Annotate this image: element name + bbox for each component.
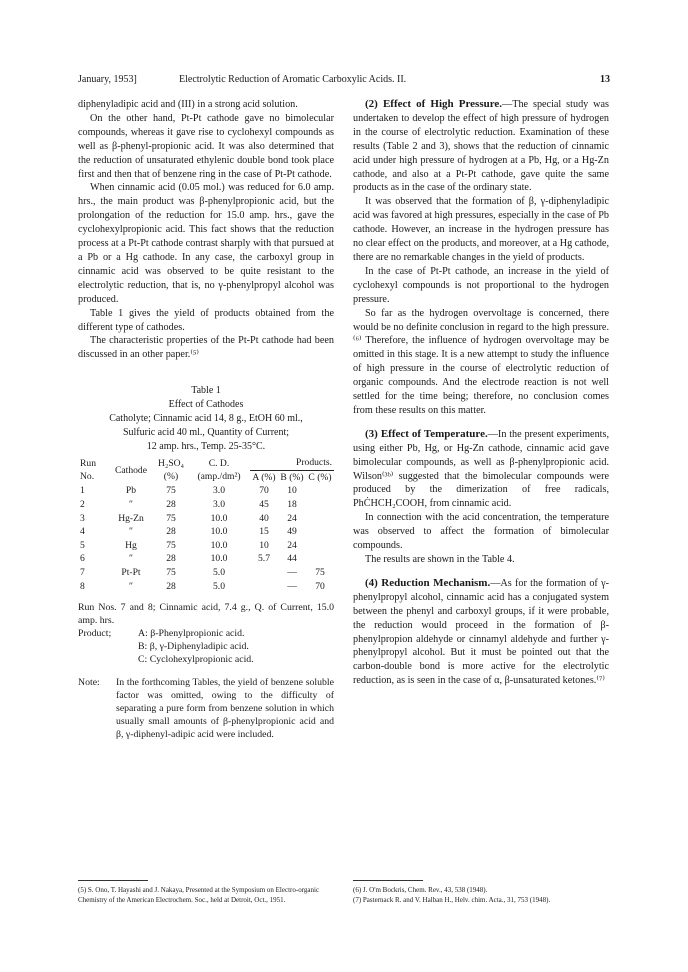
table-cell: ″ [129,580,133,592]
table-cell: 5.0 [213,580,225,592]
table-cell: 24 [287,539,297,551]
table-conditions: 12 amp. hrs., Temp. 25-35°C. [146,441,266,453]
table-cell: 5 [80,539,85,551]
table-cell: ″ [129,499,133,510]
table-cell: 3.0 [213,499,225,510]
table-cell [250,580,278,594]
table-subtitle: Effect of Cathodes [168,399,244,411]
table-cell: 45 [259,499,269,510]
table-cell: ″ [129,526,133,538]
paragraph: So far as the hydrogen overvoltage is concerned, there would be no definite conclusion in regard to the high pressure.⁽⁶⁾ Therefore, the influence of hydrogen overvoltage may be omitted in this stage. It is a new attempt to study the influence of high pressure in the course of electrolytic reduction of organic compounds. And the electrode reaction is not well settled for the time being; therefore, no conclusion comes from these results on this matter. [353,307,609,416]
table-cell: 5.0 [213,566,225,578]
table-row [78,498,334,512]
table-cell: 18 [287,499,297,510]
table-cell: 75 [166,485,176,497]
col-header-a: A (%) [250,470,278,484]
table-cell: 10.0 [210,512,228,524]
header-date: January, 1953] [78,74,137,85]
table-cell: 28 [166,526,176,538]
paragraph: —As for the formation of γ-phenylpropyl alcohol, cinnamic acid has a conjugated system between the phenyl and carboxyl groups, if it were probable, the reduction would proceed in the formation of β-phenylpropion aldehyde or cinnamyl aldehyde and further γ-phenylpropyl alcohol. But it must be pointed out that the carbon-double bond is more active for the electrolytic reduction, as is seen in the case of α, β-unsaturated ketones.⁽⁷⁾ [353,577,610,687]
col-header-cd: C. D. (amp./dm²) [197,457,241,483]
table-cell [306,484,334,498]
table-cell: 10.0 [210,526,228,538]
table-cell: 75 [166,539,176,551]
note-label: Note: [78,677,100,689]
header-title: Electrolytic Reduction of Aromatic Carboxylic Acids. II. [179,74,407,85]
table-cell: 2 [80,499,85,510]
table-row [78,525,334,539]
table-cell [306,512,334,526]
table-title: Table 1 [191,385,221,397]
page-number: 13 [600,74,610,85]
table-cell: Pb [125,485,137,497]
table-cell: 75 [315,566,325,578]
table-cell: 10 [287,485,297,497]
table-cell: Hg-Zn [118,512,144,524]
footnote-7: (7) Pasternack R. and V. Halban H., Helv. chim. Acta., 31, 753 (1948). [353,896,551,904]
footnote-rule [78,880,148,881]
table-cell: 5.7 [258,553,270,565]
section-heading: (4) Reduction Mechanism. [365,576,491,589]
table-cell: Pt-Pt [121,566,141,578]
paragraph: The characteristic properties of the Pt-Pt cathode had been discussed in an other paper.⁽⁵⁾ [78,335,334,361]
table-row [78,539,334,553]
table-cell: 3 [80,512,85,524]
run-note: Run Nos. 7 and 8; Cinnamic acid, 7.4 g., Q. of Current, 15.0 amp. hrs. [78,602,334,627]
table-body [78,484,334,593]
paragraph: On the other hand, Pt-Pt cathode gave no bimolecular compounds, whereas it gave rise to cyclohexyl compounds as well as β-phenyl-propionic acid. It was also determined that the reduction of unsaturated ethylenic double bond took place first and then that of benzene ring in the case of Pt-Pt cathode. [78,112,334,180]
paragraph: The results are shown in the Table 4. [365,554,515,565]
table-cell: 6 [80,553,85,565]
col-header-run: Run No. [80,457,96,483]
paragraph: It was observed that the formation of β, γ-diphenyladipic acid was favored at high pressures, especially in the case of Pb cathode. However, an increase in the hydrogen pressure has no clear effect on the products, and moreover, at a Hg cathode, there are no remarkable changes in the yield of products. [353,196,609,263]
product-c: C: Cyclohexylpropionic acid. [138,654,254,666]
col-header-h2so4: H₂SO₄ (%) [158,457,184,483]
table-cell: 7 [80,566,85,578]
table-cell: 40 [259,512,269,524]
table-cell: 75 [166,566,176,578]
table-cell: Hg [125,539,137,551]
table-cell: — [287,580,297,592]
product-label: Product; [78,628,112,640]
footnote-6: (6) J. O'm Bockris, Chem. Rev., 43, 538 (1948). [353,886,488,894]
section-heading: (2) Effect of High Pressure. [365,98,503,110]
paragraph: When cinnamic acid (0.05 mol.) was reduced for 6.0 amp. hrs., the main product was β-phenylpropionic acid, but the prolongation of the reduction for 15.0 amp. hrs., gave the cyclohexylpropionic acid. This fact shows that the reduction process at a Pt-Pt cathode contrast sharply with that pursued at a Pb or a Hg cathode. In any case, the carboxyl group in cinnamic acid was observed to be quite resistant to the electrolytic reduction, that is, no γ-phenylpropyl alcohol was produced. [78,182,334,305]
table-cell: ″ [129,553,133,565]
paragraph: In connection with the acid concentration, the temperature was observed to affect the formation of bimolecular compounds. [353,512,609,552]
table-cell: 70 [315,580,325,592]
right-column [353,98,609,688]
table-cell: 75 [166,512,176,524]
running-header [78,74,610,90]
footnote-rule [353,880,423,881]
table-cell: 44 [287,553,297,565]
results-table [78,456,334,593]
table-row [78,552,334,566]
table-cell [306,552,334,566]
paragraph: —The special study was undertaken to develop the effect of high pressure of hydrogen in the course of electrolytic reduction. Examination of these results (Table 2 and 3), shows that the reduction of cinnamic acid under high pressure of hydrogen at a Pb, Hg, or a Hg-Zn cathode, and also at a Pt-Pt cathode, gave quite the same products as in the case of the ordinary state. [353,99,610,194]
table-notes [78,601,334,741]
table-note [78,676,334,741]
table-cell [306,539,334,553]
col-header-products: Products. [296,457,332,469]
table-row [78,580,334,594]
table-conditions: Catholyte; Cinnamic acid 14, 8 g., EtOH 60 ml., [109,413,303,425]
table-cell [306,525,334,539]
table-cell: 8 [80,580,85,592]
table-caption [78,384,334,454]
table-cell: 10.0 [210,539,228,551]
table-row [78,566,334,580]
table-cell: 24 [287,512,297,524]
table-cell: 10.0 [210,553,228,565]
table-cell: 15 [259,526,269,538]
table-cell: 70 [259,485,269,497]
footnote-5: (5) S. Ono, T. Hayashi and J. Nakaya, Presented at the Symposium on Electro-organic Chemistry of the American Electrochem. Soc., held at Detroit, Oct., 1951. [78,886,320,904]
table-row [78,484,334,498]
col-header-b: B (%) [278,470,306,484]
product-legend [78,627,334,666]
table-cell: 28 [166,580,176,592]
table-cell: 4 [80,526,85,538]
table-cell: 1 [80,485,85,497]
paragraph: diphenyladipic acid and (III) in a strong acid solution. [78,99,298,110]
left-column [78,98,334,741]
note-text: In the forthcoming Tables, the yield of benzene soluble factor was omitted, owing to the difficulty of separating a pure form from benzene solution in which usually small amounts of β-phenylpropionic acid and β, γ-diphenyl-adipic acid were included. [116,677,334,741]
table-row [78,512,334,526]
table-cell: 28 [166,499,176,510]
product-a: A: β-Phenylpropionic acid. [138,628,245,640]
table-cell: 10 [259,539,269,551]
table-cell: — [287,566,297,578]
table-conditions: Sulfuric acid 40 ml., Quantity of Current; [122,427,290,439]
paragraph: In the case of Pt-Pt cathode, an increase in the yield of cyclohexyl compounds is not proportional to the hydrogen pressure. [353,265,609,305]
paragraph: —In the present experiments, using either Pb, Hg, or Hg-Zn cathode, cinnamic acid gave bimolecular compounds, as well as β-phenylpropionic acid. Wilson⁽³ᵇ⁾ suggested that the bimolecular compounds were produced by the dimerization of free radicals, PhĊHCH₂COOH, from cinnamic acid. [353,428,609,510]
product-b: B: β, γ-Diphenyladipic acid. [138,641,249,653]
table-cell: 3.0 [213,485,225,497]
table-cell [250,566,278,580]
section-heading: (3) Effect of Temperature. [365,427,488,440]
table-cell [306,498,334,512]
table-cell: 49 [287,526,297,538]
table-cell: 28 [166,553,176,565]
paragraph: Table 1 gives the yield of products obtained from the different type of cathodes. [78,307,334,333]
col-header-cathode: Cathode [115,464,147,476]
col-header-c: C (%) [306,470,334,484]
